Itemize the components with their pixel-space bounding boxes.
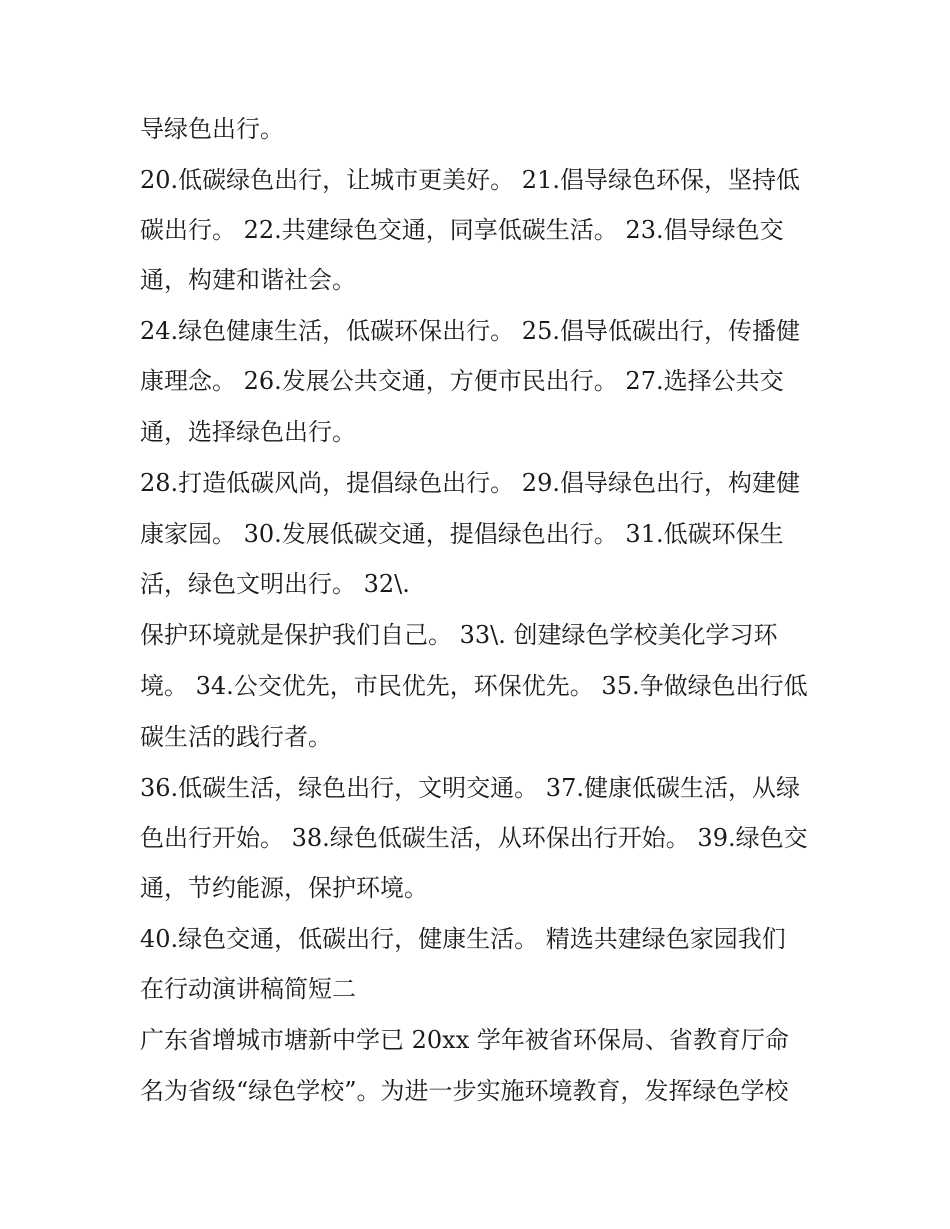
text-line-10: 活，绿色文明出行。 32\.	[140, 570, 410, 598]
text-line-16: 通，节约能源，保护环境。	[140, 874, 428, 902]
text-line-5: 24.绿色健康生活，低碳环保出行。 25.倡导低碳出行，传播健	[140, 317, 800, 345]
text-line-17: 40.绿色交通，低碳出行，健康生活。 精选共建绿色家园我们	[140, 925, 786, 953]
text-line-4: 通，构建和谐社会。	[140, 266, 356, 294]
text-line-1: 导绿色出行。	[140, 115, 284, 143]
text-line-9: 康家园。 30.发展低碳交通，提倡绿色出行。 31.低碳环保生	[140, 520, 784, 548]
text-line-11: 保护环境就是保护我们自己。 33\. 创建绿色学校美化学习环	[140, 621, 778, 649]
text-line-18: 在行动演讲稿简短二	[140, 975, 356, 1003]
text-line-15: 色出行开始。 38.绿色低碳生活，从环保出行开始。 39.绿色交	[140, 824, 808, 852]
text-line-2: 20.低碳绿色出行，让城市更美好。 21.倡导绿色环保，坚持低	[140, 166, 800, 194]
text-line-19: 广东省增城市塘新中学已 20xx 学年被省环保局、省教育厅命	[140, 1026, 789, 1054]
text-line-6: 康理念。 26.发展公共交通，方便市民出行。 27.选择公共交	[140, 367, 784, 395]
text-line-7: 通，选择绿色出行。	[140, 418, 356, 446]
text-line-14: 36.低碳生活，绿色出行，文明交通。 37.健康低碳生活，从绿	[140, 774, 800, 802]
text-line-3: 碳出行。 22.共建绿色交通，同享低碳生活。 23.倡导绿色交	[140, 216, 784, 244]
text-line-13: 碳生活的践行者。	[140, 723, 332, 751]
text-line-20: 名为省级“绿色学校”。为进一步实施环境教育，发挥绿色学校	[140, 1077, 789, 1105]
text-line-8: 28.打造低碳风尚，提倡绿色出行。 29.倡导绿色出行，构建健	[140, 469, 800, 497]
text-line-12: 境。 34.公交优先，市民优先，环保优先。 35.争做绿色出行低	[140, 672, 808, 700]
